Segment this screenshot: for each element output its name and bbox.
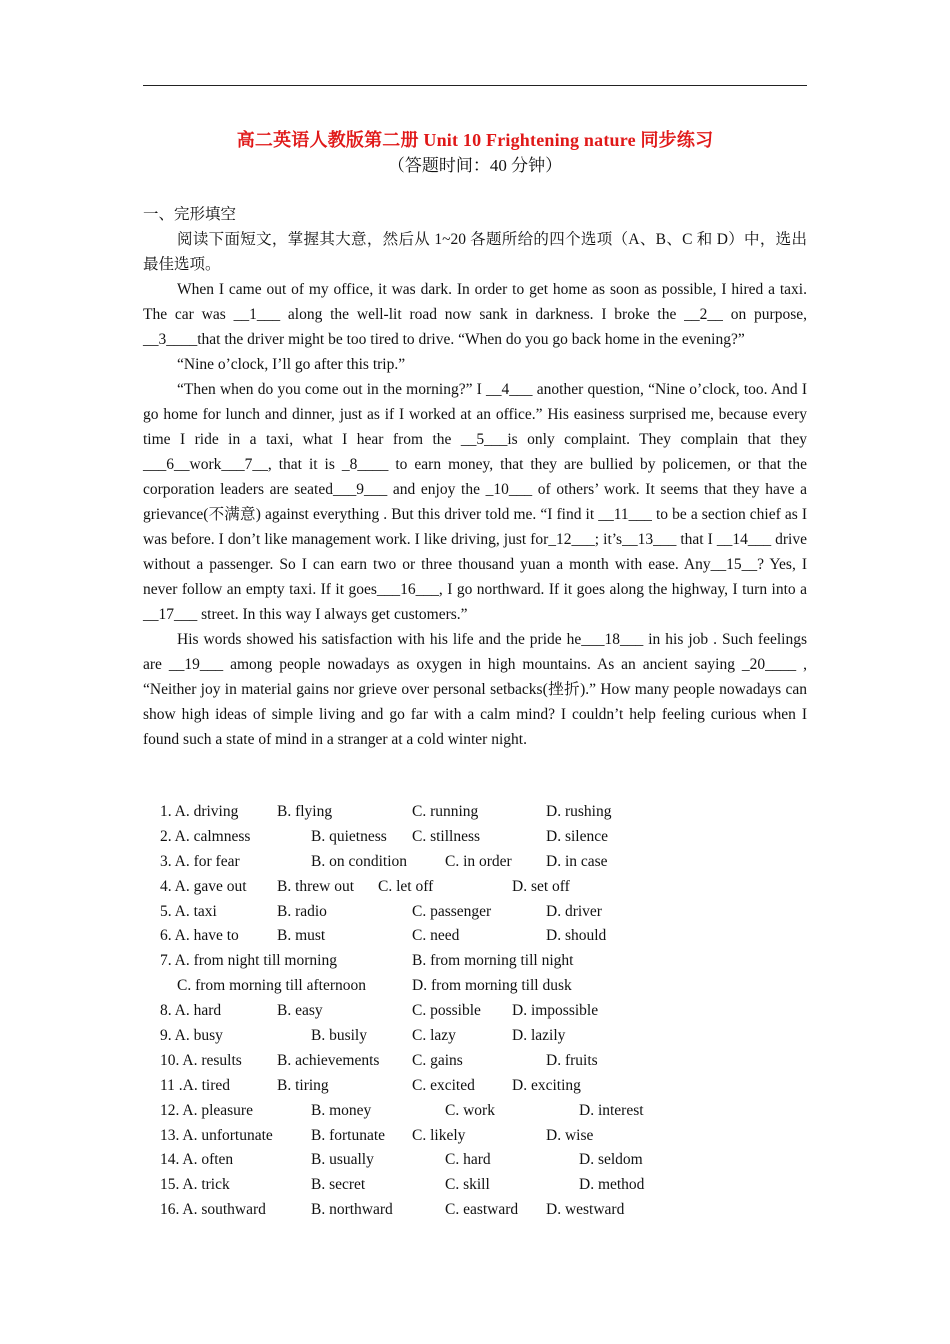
option-row	[160, 999, 800, 1024]
option-d: D. lazily	[512, 1027, 566, 1045]
option-row	[160, 924, 800, 949]
option-d: D. set off	[512, 877, 570, 895]
option-c: C. running	[412, 803, 479, 820]
option-d: D. impossible	[512, 1002, 599, 1020]
option-a: 15. A. trick	[160, 1176, 230, 1194]
option-a: 3. A. for fear	[160, 852, 240, 870]
option-c: C. possible	[412, 1002, 481, 1020]
option-c: C. gains	[412, 1051, 463, 1069]
option-c: C. work	[445, 1101, 495, 1119]
passage-paragraph: His words showed his satisfaction with his life and the pride he___18___ in his job . Such feelings are __19___ among people nowadays as oxygen in high mountains. As an ancient saying _20____ , “Neither joy in material gains nor grieve over personal setbacks(挫折).” How many people nowadays can show high ideas of simple living and go far with a calm mind? I couldn’t help feeling curious when I found such a state of mind in a stranger at a cold winter night.	[143, 631, 807, 748]
option-row	[160, 1074, 800, 1099]
option-b: B. fortunate	[311, 1126, 386, 1144]
option-c: C. stillness	[412, 827, 481, 845]
option-b: B. from morning till night	[412, 952, 574, 970]
section-heading: 一、完形填空	[143, 206, 237, 223]
option-row	[160, 1049, 800, 1074]
option-a: 6. A. have to	[160, 927, 239, 945]
header-rule	[143, 85, 807, 86]
option-c: C. let off	[378, 877, 434, 895]
option-a: 14. A. often	[160, 1151, 234, 1169]
option-a: 8. A. hard	[160, 1002, 222, 1020]
option-a: 11 .A. tired	[160, 1076, 231, 1094]
option-a: 2. A. calmness	[160, 827, 251, 845]
option-b: B. achievements	[277, 1051, 380, 1069]
option-b: B. must	[277, 927, 326, 945]
option-b: B. threw out	[277, 877, 355, 895]
option-a: 10. A. results	[160, 1051, 242, 1069]
option-row	[160, 1198, 800, 1223]
option-d: D. silence	[546, 827, 608, 845]
option-d: D. should	[546, 927, 607, 945]
options-list	[160, 800, 800, 1223]
option-row	[160, 900, 800, 925]
option-a: 1. A. driving	[160, 803, 239, 820]
option-a: 9. A. busy	[160, 1027, 223, 1045]
option-row	[160, 974, 800, 999]
option-c: C. excited	[412, 1076, 475, 1094]
option-d: D. interest	[579, 1101, 644, 1119]
option-d: D. exciting	[512, 1076, 581, 1094]
cloze-section	[143, 202, 807, 752]
option-d: D. in case	[546, 852, 608, 870]
option-a: 7. A. from night till morning	[160, 952, 337, 970]
option-row	[160, 1099, 800, 1124]
option-b: B. easy	[277, 1002, 323, 1020]
option-row	[160, 825, 800, 850]
passage-paragraph: “Nine o’clock, I’ll go after this trip.”	[177, 356, 406, 373]
option-d: D. rushing	[546, 803, 612, 820]
option-b: B. northward	[311, 1201, 393, 1219]
option-c: C. passenger	[412, 902, 492, 920]
option-c: C. from morning till afternoon	[177, 977, 366, 995]
option-row	[160, 1148, 800, 1173]
option-row	[160, 800, 800, 825]
option-a: 13. A. unfortunate	[160, 1126, 273, 1144]
option-c: C. eastward	[445, 1201, 519, 1219]
option-b: B. busily	[311, 1027, 367, 1045]
passage-paragraph: When I came out of my office, it was dark. In order to get home as soon as possible, I hired a taxi. The car was __1___ along the well-lit road now sank in darkness. I broke the __2__ on purpose, __3____that the driver might be too tired to drive. “When do you go back home in the evening?”	[143, 281, 807, 348]
option-d: D. method	[579, 1176, 645, 1194]
option-b: B. usually	[311, 1151, 374, 1169]
option-d: D. seldom	[579, 1151, 643, 1169]
option-d: D. from morning till dusk	[412, 977, 572, 995]
option-row	[160, 850, 800, 875]
option-c: C. lazy	[412, 1027, 456, 1045]
option-d: D. wise	[546, 1126, 594, 1144]
option-b: B. quietness	[311, 827, 387, 845]
option-b: B. flying	[277, 803, 333, 820]
option-b: B. money	[311, 1101, 372, 1119]
option-row	[160, 1124, 800, 1149]
option-a: 4. A. gave out	[160, 877, 247, 895]
option-a: 12. A. pleasure	[160, 1101, 253, 1119]
option-c: C. skill	[445, 1176, 490, 1194]
option-c: C. need	[412, 927, 460, 945]
option-row	[160, 949, 800, 974]
option-b: B. radio	[277, 902, 327, 920]
option-b: B. tiring	[277, 1076, 329, 1094]
option-row	[160, 875, 800, 900]
option-d: D. westward	[546, 1201, 625, 1219]
option-c: C. in order	[445, 852, 512, 870]
option-a: 16. A. southward	[160, 1201, 266, 1219]
option-a: 5. A. taxi	[160, 902, 217, 920]
section-instruction: 阅读下面短文，掌握其大意，然后从 1~20 各题所给的四个选项（A、B、C 和 D）中，选出最佳选项。	[143, 231, 807, 273]
option-b: B. secret	[311, 1176, 366, 1194]
option-c: C. likely	[412, 1126, 466, 1144]
option-row	[160, 1173, 800, 1198]
passage-paragraph: “Then when do you come out in the morning?” I __4___ another question, “Nine o’clock, too. And I go home for lunch and dinner, just as if I worked at an office.” His easiness surprised me, because every time I ride in a taxi, what I hear from the __5___is only complaint. They complain that they ___6__work___7__, that it is _8____ to earn money, that they are bullied by policemen, or that the corporation leaders are seated___9___ and enjoy the _10___ of others’ work. It seems that they have a grievance(不满意) against everything . But this driver told me. “I find it __11___ to be a section chief as I was before. I don’t like management work. I like driving, just for_12___; it’s__13___ that I __14___ drive without a passenger. So I can earn two or three thousand yuan a month with ease. Any__15__? Yes, I never follow an empty taxi. If it goes___16___, I go northward. If it goes along the highway, I turn into a __17___ street. In this way I always get customers.”	[143, 381, 807, 623]
option-b: B. on condition	[311, 852, 408, 870]
time-limit: （答题时间：40 分钟）	[387, 156, 563, 175]
page-title: 高二英语人教版第二册 Unit 10 Frightening nature 同步练习	[236, 130, 714, 150]
option-c: C. hard	[445, 1151, 491, 1169]
option-d: D. driver	[546, 902, 602, 920]
option-row	[160, 1024, 800, 1049]
option-d: D. fruits	[546, 1051, 598, 1069]
